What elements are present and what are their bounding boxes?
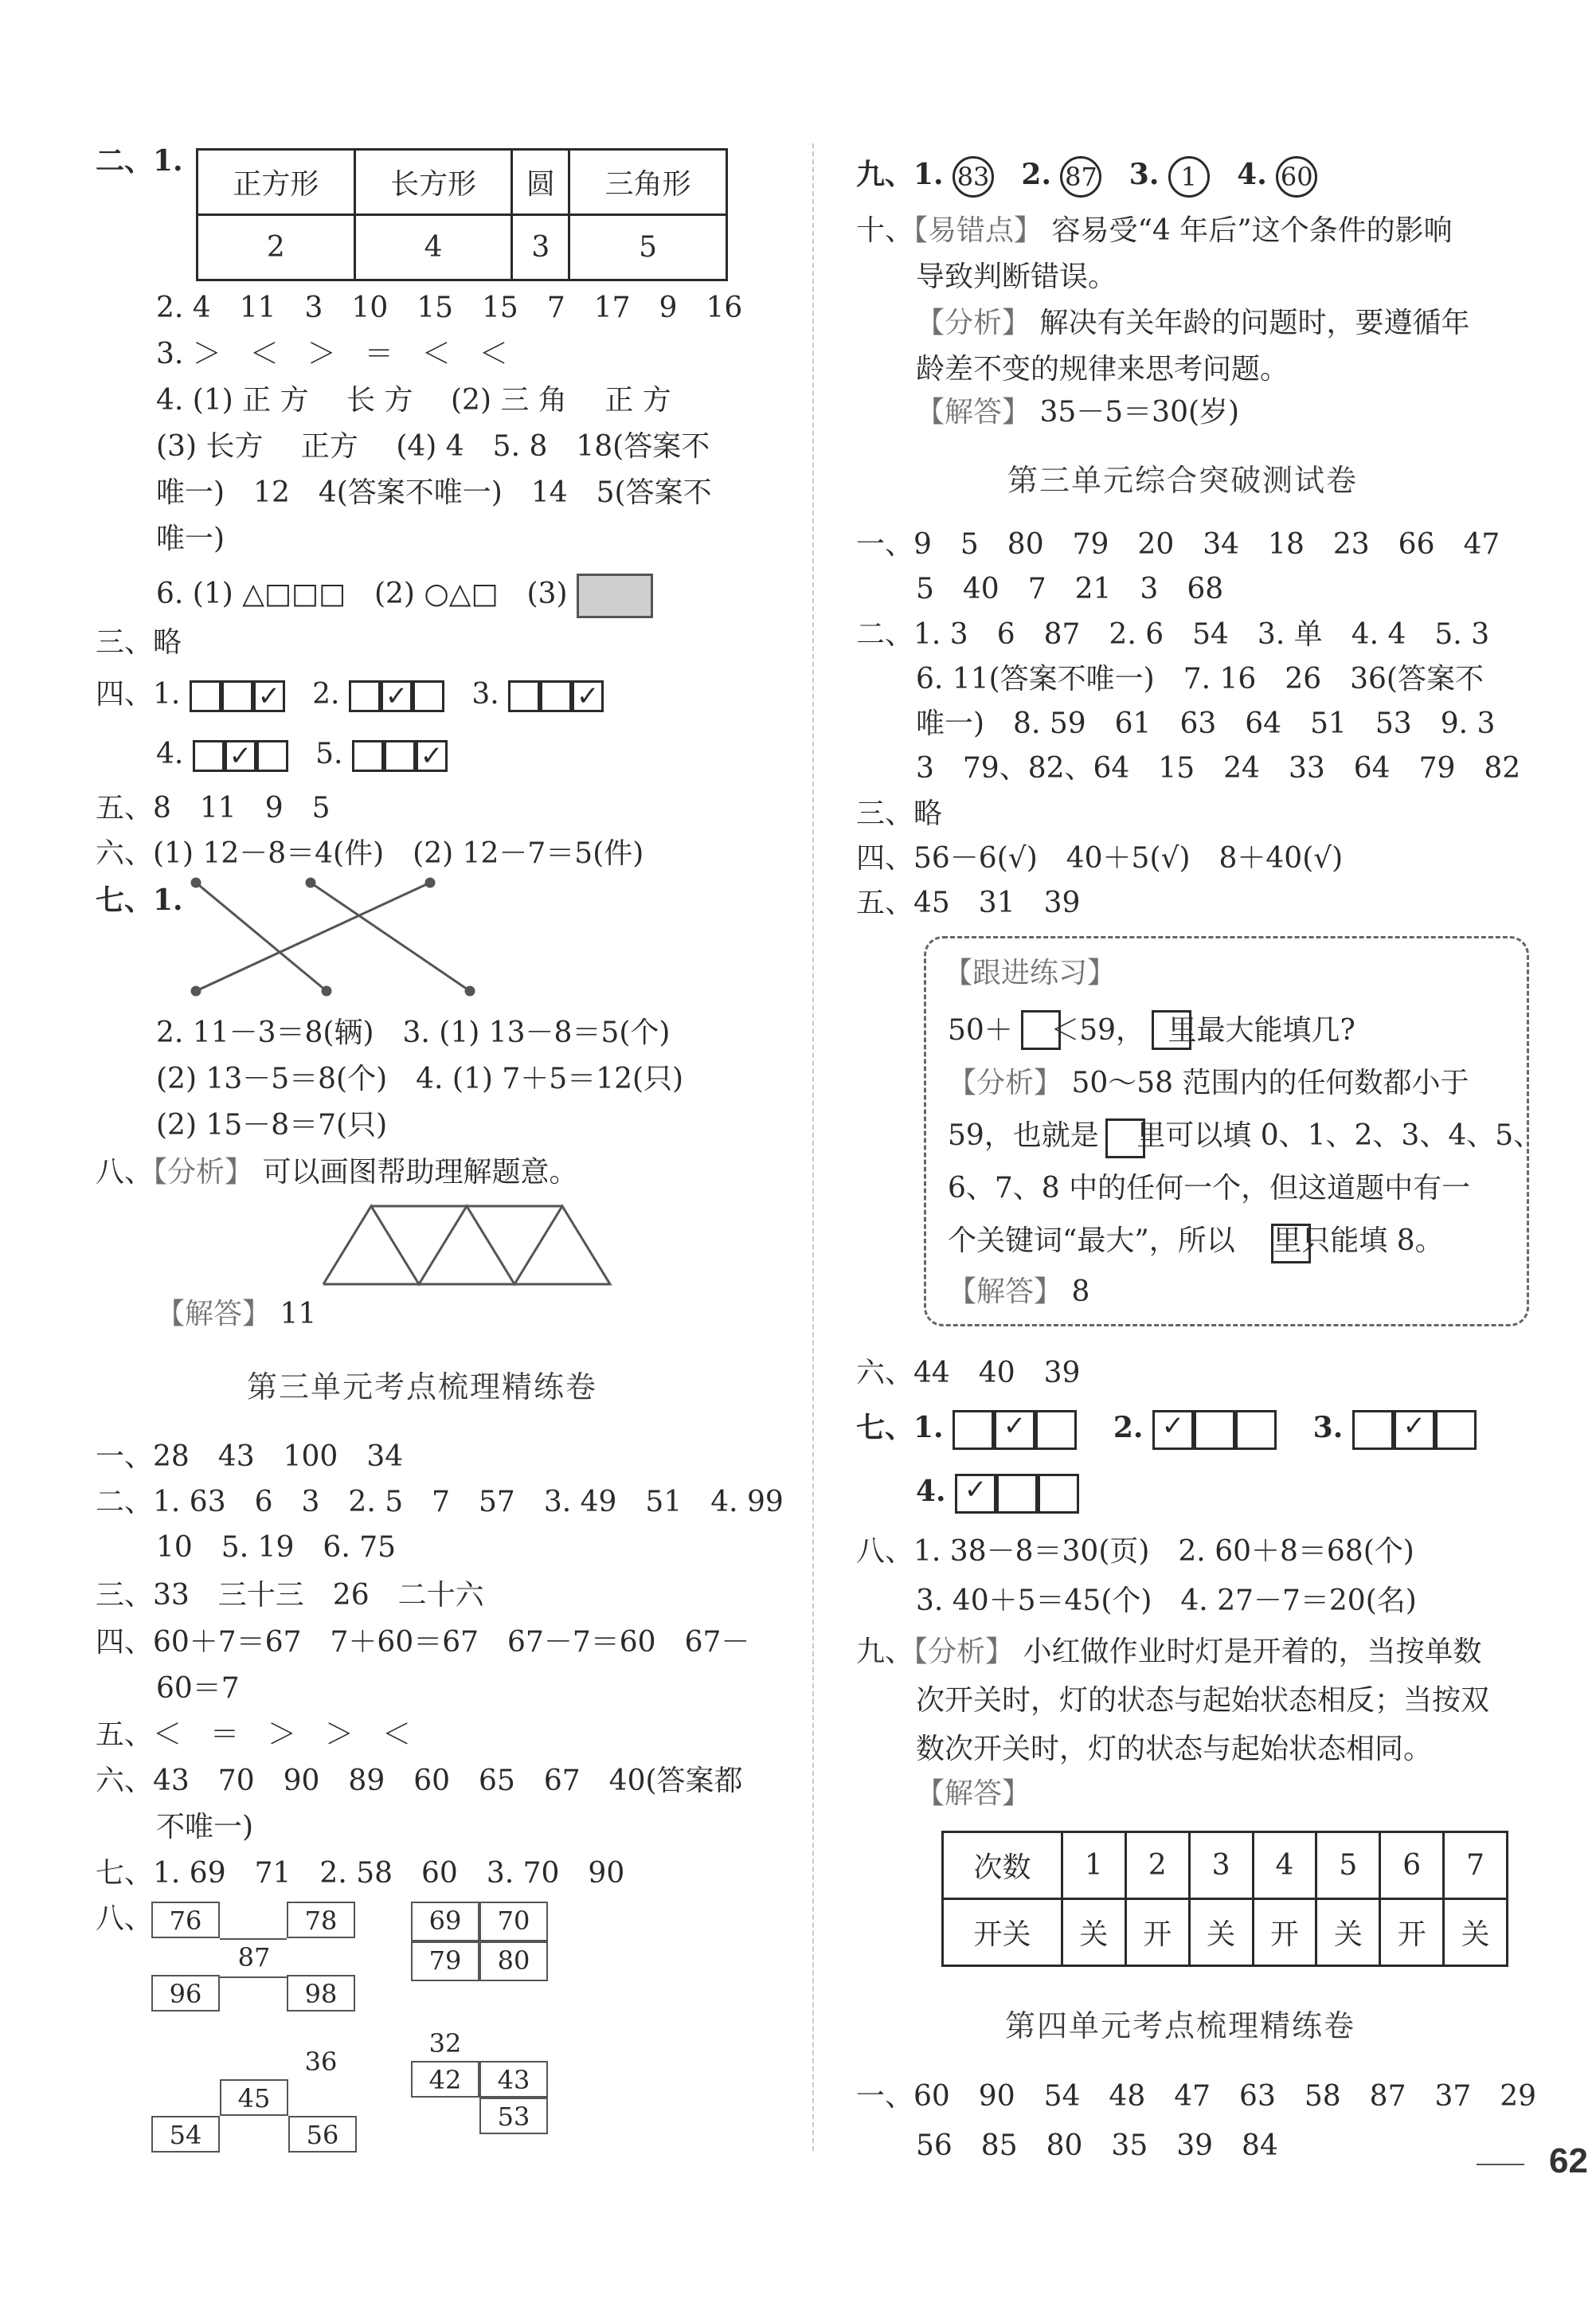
s2-jiu-fenxi: 【分析】	[913, 1636, 1015, 1668]
grid-cell: 45	[220, 2079, 288, 2116]
ba-answer	[156, 1297, 316, 1332]
si-5: 5.	[315, 738, 343, 770]
grid-cell: 36	[304, 2047, 338, 2077]
answer-box	[1035, 1410, 1077, 1450]
checked-box: ✓	[381, 680, 413, 712]
box-a1-text: 50～58 范围内的任何数都小于	[1071, 1067, 1469, 1099]
jiu-4: 4.	[1237, 158, 1267, 191]
grid-cell: 80	[479, 1941, 548, 1981]
answer-box	[221, 680, 253, 712]
shape-header: 三角形	[569, 150, 727, 215]
box-a1	[948, 1066, 1469, 1101]
s2-er3: 唯一) 8. 59 61 63 64 51 53 9. 3	[916, 707, 1496, 740]
s1-yi: 一、28 43 100 34	[96, 1440, 404, 1473]
shi-label: 十、	[856, 214, 914, 247]
answer-box	[1038, 1474, 1079, 1514]
s1-si1: 四、60＋7＝67 7＋60＝67 67－7＝60 67－	[96, 1626, 750, 1659]
box-title: 【跟进练习】	[944, 957, 1117, 989]
switch-cell: 4	[1253, 1832, 1316, 1899]
s2-jiu-3: 数次开关时，灯的状态与起始状态相同。	[916, 1733, 1433, 1765]
ba-label: 八、	[96, 1156, 154, 1189]
qi-2b: (2) 13－5＝8(个) 4. (1) 7＋5＝12(只)	[156, 1063, 684, 1095]
shi-2b: 龄差不变的规律来思考问题。	[916, 353, 1289, 386]
answer-box	[349, 680, 381, 712]
s2-yi2: 5 40 7 21 3 68	[916, 573, 1224, 605]
box-a2: 59，也就是 里可以填 0、1、2、3、4、5、	[948, 1119, 1543, 1152]
s2-er4: 3 79、82、64 15 24 33 64 79 82	[916, 752, 1521, 785]
shi-1b: 导致判断错误。	[916, 261, 1117, 293]
er-4c: 唯一) 12 4(答案不唯一) 14 5(答案不	[156, 476, 712, 509]
switch-cell: 开	[1380, 1899, 1444, 1966]
ba-text: 可以画图帮助理解题意。	[262, 1156, 578, 1189]
er-6	[156, 574, 653, 618]
shi-fenxi: 【分析】	[916, 307, 1031, 339]
answer-box	[1194, 1410, 1235, 1450]
jiu-2: 2.	[1021, 158, 1051, 191]
box-answer	[948, 1275, 1089, 1310]
shi-1a	[856, 213, 1453, 249]
section-title: 第四单元考点梳理精练卷	[1005, 2008, 1356, 2043]
section-title: 第三单元考点梳理精练卷	[247, 1369, 598, 1404]
shi-3	[916, 395, 1239, 430]
s2-er2: 6. 11(答案不唯一) 7. 16 26 36(答案不	[916, 663, 1484, 695]
page-number-rule	[1477, 2164, 1524, 2165]
answer-box	[1235, 1410, 1277, 1450]
answer-box	[996, 1474, 1038, 1514]
shi-jieda: 【解答】	[916, 396, 1031, 429]
switch-cell: 5	[1316, 1832, 1380, 1899]
shape-table	[196, 148, 728, 281]
s2-jiu-jieda: 【解答】	[916, 1777, 1031, 1810]
answer-box	[540, 680, 572, 712]
grid-cell: 69	[411, 1902, 479, 1941]
switch-cell: 关	[1062, 1899, 1125, 1966]
s1-qi: 七、1. 69 71 2. 58 60 3. 70 90	[96, 1857, 625, 1890]
blank-box	[1152, 1010, 1191, 1050]
er-label: 二、1.	[96, 144, 183, 178]
answer-box	[1352, 1410, 1394, 1450]
section-title: 第三单元综合突破测试卷	[1007, 463, 1359, 498]
s2-san: 三、略	[856, 797, 943, 830]
circled-number: 87	[1060, 156, 1101, 198]
answer-box	[256, 740, 288, 772]
si-label: 四、1.	[96, 678, 181, 711]
s2-liu: 六、44 40 39	[856, 1357, 1081, 1389]
shape-header: 圆	[512, 150, 569, 215]
circled-number: 83	[953, 156, 994, 198]
shi-yicuo: 【易错点】	[913, 214, 1043, 247]
shi-1a-text: 容易受“4 年后”这个条件的影响	[1051, 214, 1453, 247]
box-jieda: 【解答】	[948, 1275, 1063, 1308]
switch-cell: 3	[1189, 1832, 1253, 1899]
grid-cell: 98	[287, 1975, 355, 2012]
switch-cell: 关	[1189, 1899, 1253, 1966]
shape-count: 3	[512, 215, 569, 280]
box-fenxi: 【分析】	[948, 1067, 1063, 1099]
grid-cell: 43	[479, 2061, 548, 2098]
san: 三、略	[96, 626, 182, 659]
grid-cell: 56	[288, 2116, 357, 2153]
s2-yi1: 一、9 5 80 79 20 34 18 23 66 47	[856, 528, 1500, 561]
shaded-square	[577, 574, 653, 618]
switch-cell: 关	[1316, 1899, 1380, 1966]
page-number: 62	[1549, 2141, 1588, 2180]
s2-jiu-1-text: 小红做作业时灯是开着的，当按单数	[1023, 1636, 1482, 1668]
blank-box	[1105, 1118, 1145, 1158]
switch-cell: 关	[1444, 1899, 1508, 1966]
s2-jiu-label: 九、	[856, 1636, 914, 1668]
shape-header: 长方形	[354, 150, 512, 215]
s1-liu2: 不唯一)	[156, 1811, 254, 1843]
s1-er1: 二、1. 63 6 3 2. 5 7 57 3. 49 51 4. 99	[96, 1486, 784, 1518]
answer-box	[193, 740, 225, 772]
box-question-text: 50＋ ＜59， 里最大能填几?	[948, 1014, 1355, 1047]
s2-qi-row1	[856, 1410, 1477, 1450]
ba-fenxi: 【分析】	[153, 1156, 254, 1189]
er-4b: (3) 长方 正方 (4) 4 5. 8 18(答案不	[156, 430, 710, 463]
qi-2c: (2) 15－8＝7(只)	[156, 1109, 388, 1142]
s2-jiu-2: 次开关时，灯的状态与起始状态相反；当按双	[916, 1684, 1490, 1717]
switch-cell: 1	[1062, 1832, 1125, 1899]
grid-cell: 79	[411, 1941, 479, 1981]
jiu-3: 3.	[1129, 158, 1160, 191]
checked-box: ✓	[572, 680, 604, 712]
switch-cell: 开	[1253, 1899, 1316, 1966]
checked-box: ✓	[416, 740, 448, 772]
s2-qi-3: 3.	[1312, 1411, 1344, 1444]
s1-er2: 10 5. 19 6. 75	[156, 1531, 397, 1564]
s1-wu: 五、＜ ＝ ＞ ＞ ＜	[96, 1718, 412, 1751]
checked-box: ✓	[253, 680, 285, 712]
er-3: 3. ＞ ＜ ＞ ＝ ＜ ＜	[156, 338, 508, 370]
shape-count: 5	[569, 215, 727, 280]
liu: 六、(1) 12－8＝4(件) (2) 12－7＝5(件)	[96, 837, 644, 870]
answer-box	[508, 680, 540, 712]
si-row-1	[96, 677, 604, 712]
switch-cell: 次数	[943, 1832, 1062, 1899]
s2-wu: 五、45 31 39	[856, 887, 1081, 919]
s2-jiu-1	[856, 1635, 1482, 1670]
grid-cell: 70	[479, 1902, 548, 1941]
switch-cell: 开	[1125, 1899, 1189, 1966]
s1-liu1: 六、43 70 90 89 60 65 67 40(答案都	[96, 1765, 743, 1797]
switch-cell: 2	[1125, 1832, 1189, 1899]
answer-box	[1435, 1410, 1477, 1450]
grid-cell: 87	[237, 1942, 271, 1972]
switch-table	[941, 1831, 1508, 1967]
shi-3-text: 35－5＝30(岁)	[1039, 396, 1240, 429]
triangle-figure	[319, 1201, 621, 1289]
answer-box	[352, 740, 384, 772]
circled-number: 60	[1276, 156, 1317, 198]
answer-box	[953, 1410, 994, 1450]
grid-cell: 53	[479, 2098, 548, 2134]
checked-box: ✓	[1394, 1410, 1435, 1450]
switch-cell: 开关	[943, 1899, 1062, 1966]
er-6-text: 6. (1) △□□□ (2) ○△□ (3)	[156, 578, 568, 610]
shi-2a	[916, 306, 1469, 341]
s2-ba1: 八、1. 38－8＝30(页) 2. 60＋8＝68(个)	[856, 1535, 1414, 1568]
grid-cell: 96	[151, 1975, 220, 2012]
grid-cell: 78	[287, 1902, 355, 1938]
column-divider	[812, 143, 814, 2151]
s2-ba2: 3. 40＋5＝45(个) 4. 27－7＝20(名)	[916, 1585, 1417, 1617]
answer-box	[384, 740, 416, 772]
er-4d: 唯一)	[156, 523, 225, 555]
er-2: 2. 4 11 3 10 15 15 7 17 9 16	[156, 292, 743, 324]
shape-count: 4	[354, 215, 512, 280]
switch-cell: 7	[1444, 1832, 1508, 1899]
answer-box	[413, 680, 444, 712]
grid-cell: 32	[428, 2028, 462, 2059]
s2-qi-2: 2.	[1113, 1411, 1144, 1444]
grid-middle-frame	[220, 1938, 287, 1978]
ba-jieda: 【解答】	[156, 1298, 272, 1330]
circled-number: 1	[1168, 156, 1210, 198]
checked-box: ✓	[1152, 1410, 1194, 1450]
s1-si2: 60＝7	[156, 1672, 240, 1705]
qi-label: 七、1.	[96, 883, 183, 917]
matching-lines	[183, 876, 486, 1004]
ba-answer-value: 11	[280, 1298, 317, 1330]
s1-san: 三、33 三十三 26 二十六	[96, 1579, 484, 1612]
grid-cell: 76	[151, 1902, 220, 1938]
er-4a: 4. (1) 正 方 长 方 (2) 三 角 正 方	[156, 384, 671, 417]
s3-yi2: 56 85 80 35 39 84	[916, 2129, 1278, 2162]
switch-cell: 6	[1380, 1832, 1444, 1899]
answer-box	[190, 680, 221, 712]
grid-cell: 42	[411, 2061, 479, 2098]
checked-box: ✓	[955, 1474, 996, 1514]
ba	[96, 1155, 578, 1190]
si-3: 3.	[471, 678, 499, 711]
checked-box: ✓	[994, 1410, 1035, 1450]
s2-si: 四、56－6(√) 40＋5(√) 8＋40(√)	[856, 842, 1344, 875]
s2-er1: 二、1. 3 6 87 2. 6 54 3. 单 4. 4 5. 3	[856, 618, 1490, 651]
box-a4: 个关键词“最大”，所以 里只能填 8。	[948, 1224, 1444, 1257]
qi-2a: 2. 11－3＝8(辆) 3. (1) 13－8＝5(个)	[156, 1017, 671, 1049]
si-2: 2.	[312, 678, 340, 711]
shape-header: 正方形	[198, 150, 355, 215]
s2-qi-row2	[916, 1474, 1079, 1514]
si-4: 4.	[156, 738, 184, 770]
s2-qi-label: 七、1.	[856, 1411, 944, 1444]
checked-box: ✓	[225, 740, 256, 772]
jiu	[856, 156, 1317, 198]
shi-2a-text: 解决有关年龄的问题时，要遵循年	[1039, 307, 1470, 339]
wu: 五、8 11 9 5	[96, 792, 331, 825]
s3-yi1: 一、60 90 54 48 47 63 58 87 37 29	[856, 2080, 1537, 2113]
box-answer-value: 8	[1071, 1275, 1090, 1308]
box-a3: 6、7、8 中的任何一个，但这道题中有一	[948, 1172, 1471, 1205]
blank-box	[1021, 1010, 1061, 1050]
si-row-2	[156, 737, 448, 772]
s2-qi-4: 4.	[916, 1475, 946, 1508]
jiu-label: 九、1.	[856, 158, 944, 191]
grid-cell: 54	[151, 2116, 220, 2153]
shape-count: 2	[198, 215, 355, 280]
blank-box	[1271, 1224, 1311, 1263]
s1-ba: 八、	[96, 1902, 154, 1935]
